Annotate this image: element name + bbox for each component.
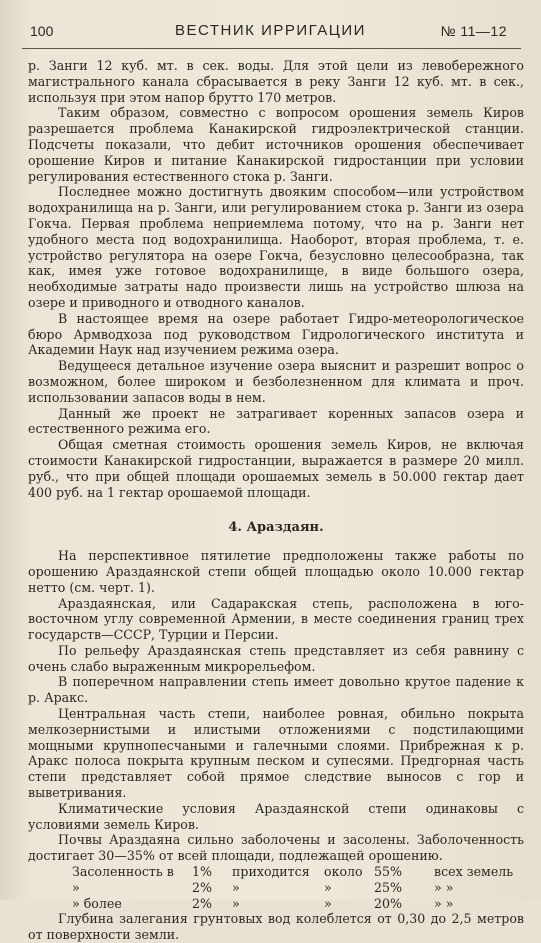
salinity-approx: » [324, 895, 332, 911]
salinity-verb: » [232, 879, 240, 895]
paragraph: Центральная часть степи, наиболее ровная, обильно покрыта мелкозернистыми и илистыми отложениями с подстилающими мощными крупнопесчаными и галечными слоями. Прибрежная к р. Аракс полоса покрыта крупным песком и супесями. Предгорная часть степи представляет собой прямое следствие выносов с гор и выветривания. [28, 706, 524, 801]
salinity-approx: » [324, 879, 332, 895]
salinity-share: 55% [374, 864, 402, 880]
paragraph: Данный же проект не затрагивает коренных запасов озера и естественного режима его. [28, 405, 524, 437]
paragraph: По рельефу Араздаянская степь представляет из себя равнину с очень слабо выраженным микрорельефом. [28, 642, 524, 674]
salinity-label: Засоленность в [72, 864, 174, 880]
paragraph: Почвы Араздаяна сильно заболочены и засолены. Заболоченность достигает 30—35% от всей площади, подлежащей орошению. [28, 832, 524, 864]
paragraph: В настоящее время на озере работает Гидро-метеорологическое бюро Армводхоза под руководством Гидрологического института и Академии Наук над изучением режима озера. [28, 310, 524, 358]
section-heading: 4. Араздаян. [228, 520, 324, 536]
salinity-row [28, 896, 524, 912]
issue-number: № 11—12 [440, 23, 507, 39]
salinity-label: » более [72, 895, 122, 911]
paragraph: Климатические условия Араздаянской степи одинаковы с условиями земель Киров. [28, 800, 524, 832]
paragraph: Глубина залегания грунтовых вод колеблется от 0,30 до 2,5 метров от поверхности земли. [28, 911, 524, 943]
salinity-share: 25% [374, 879, 402, 895]
paragraph: Таким образом, совместно с вопросом орошения земель Киров разрешается проблема Канакирской гидроэлектрической станции. Подсчеты показали, что дебит источников орошения обеспечивает орошение Киров и питание Канакирской гидростанции при условии регулирования естественного стока р. Занги. [28, 105, 524, 184]
journal-title: ВЕСТНИК ИРРИГАЦИИ [175, 22, 366, 39]
salinity-value: 1% [192, 864, 212, 880]
salinity-row [28, 880, 524, 896]
paragraph: Араздаянская, или Садаракская степь, расположена в юго-восточном углу современной Армении, в месте соединения границ трех государств—СССР, Турции и Персии. [28, 595, 524, 643]
salinity-verb: » [232, 895, 240, 911]
header-rule [22, 48, 521, 49]
salinity-table [28, 864, 524, 911]
salinity-approx: около [324, 864, 363, 880]
paragraph: Ведущееся детальное изучение озера выяснит и разрешит вопрос о возможном, более широком и безболезненном для климата и проч. использовании запасов воды в нем. [28, 358, 524, 405]
paragraph: В поперечном направлении степь имеет довольно крутое падение к р. Аракс. [28, 674, 524, 706]
article-body [28, 58, 524, 943]
salinity-verb: приходится [232, 864, 310, 880]
page-number: 100 [30, 23, 54, 39]
salinity-label: » [72, 879, 80, 895]
paragraph: Общая сметная стоимость орошения земель Киров, не включая стоимости Канакирской гидростанции, выражается в размере 20 милл. руб., что при общей площади орошаемых земель в 50.000 гектар дает 400 руб. на 1 гектар орошаемой площади. [28, 437, 524, 500]
salinity-tail: » » [434, 879, 454, 895]
paragraph: Последнее можно достигнуть двояким способом—или устройством водохранилища на р. Занги, или регулированием стока р. Занги из озера Гокча. Первая проблема неприемлема потому, что на р. Занги нет удобного места под водохранилища. Наоборот, вторая проблема, т. е. устройство регулятора на озере Гокча, безусловно целесообразна, так как, имея уже готовое водохранилище, в виде большого озера, необходимые затраты надо произвести лишь на устройство шлюза на озере и приводного и отводного каналов. [28, 184, 524, 310]
salinity-value: 2% [192, 895, 212, 911]
salinity-tail: всех земель [434, 864, 514, 880]
paragraph: р. Занги 12 куб. мт. в сек. воды. Для этой цели из левобережного магистрального канала сбрасывается в реку Занги 12 куб. мт. в сек., используя при этом напор брутто 170 метров. [28, 58, 524, 105]
page-header [0, 20, 541, 46]
paragraph: На перспективное пятилетие предположены также работы по орошению Араздаянской степи общей площадью около 10.000 гектар нетто (см. черт. 1). [28, 548, 524, 595]
salinity-share: 20% [374, 895, 402, 911]
salinity-row [28, 864, 524, 880]
salinity-value: 2% [192, 879, 212, 895]
salinity-tail: » » [434, 895, 454, 911]
